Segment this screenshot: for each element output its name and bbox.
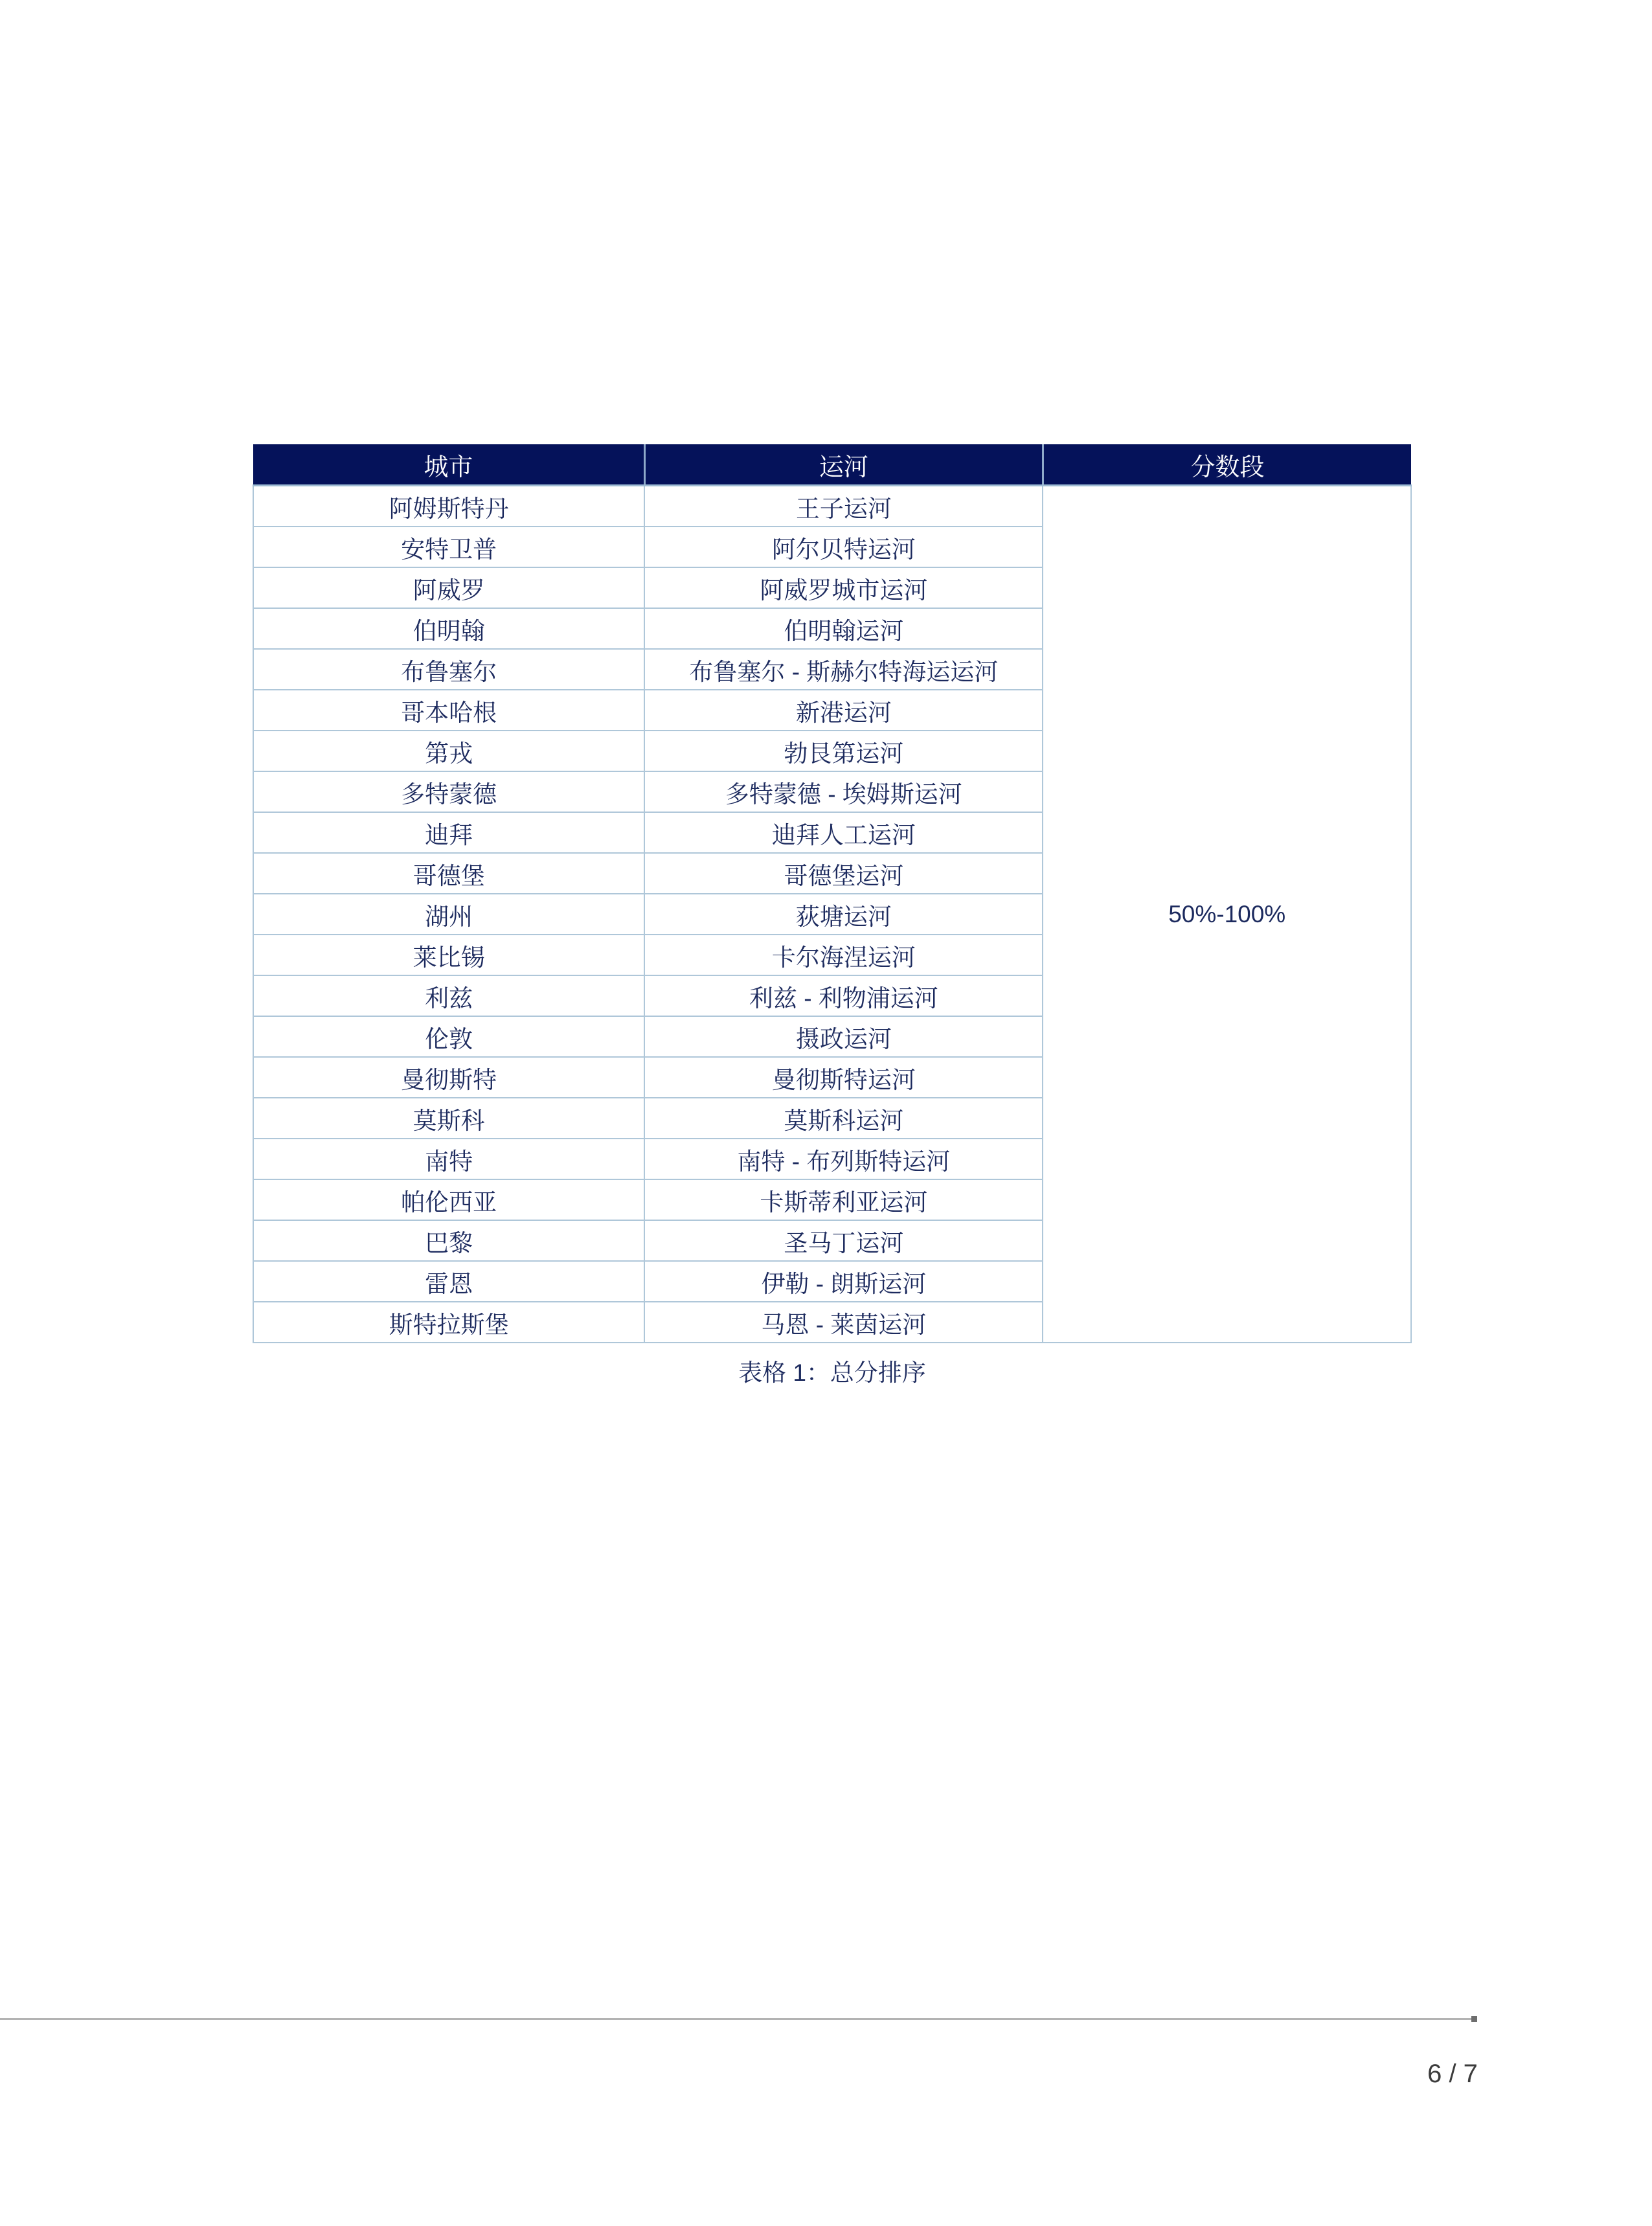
city-cell: 雷恩 [253,1261,644,1302]
table-row [253,486,1411,527]
canal-cell: 多特蒙德 - 埃姆斯运河 [644,771,1043,812]
canal-cell: 新港运河 [644,690,1043,731]
city-cell: 布鲁塞尔 [253,649,644,690]
canal-cell: 勃艮第运河 [644,731,1043,771]
city-cell: 伦敦 [253,1016,644,1057]
city-cell: 阿姆斯特丹 [253,486,644,527]
canal-cell: 阿尔贝特运河 [644,527,1043,567]
table-caption: 表格 1：总分排序 [738,1359,926,1386]
city-cell: 南特 [253,1139,644,1179]
column-header-canal: 运河 [644,444,1043,486]
canal-cell: 哥德堡运河 [644,853,1043,894]
canal-cell: 南特 - 布列斯特运河 [644,1139,1043,1179]
canal-cell: 马恩 - 莱茵运河 [644,1302,1043,1343]
city-cell: 阿威罗 [253,567,644,608]
city-cell: 帕伦西亚 [253,1179,644,1220]
city-cell: 利兹 [253,975,644,1016]
canal-cell: 阿威罗城市运河 [644,567,1043,608]
city-cell: 多特蒙德 [253,771,644,812]
canal-cell: 荻塘运河 [644,894,1043,935]
score-table-body [253,486,1411,1343]
city-cell: 巴黎 [253,1220,644,1261]
city-cell: 迪拜 [253,812,644,853]
canal-cell: 利兹 - 利物浦运河 [644,975,1043,1016]
canal-cell: 布鲁塞尔 - 斯赫尔特海运运河 [644,649,1043,690]
canal-cell: 卡尔海涅运河 [644,935,1043,975]
footer-divider-end-dot [1471,2016,1477,2022]
score-table-header [253,444,1411,486]
score-table [253,444,1412,1343]
city-cell: 哥德堡 [253,853,644,894]
header-row [253,444,1411,486]
canal-cell: 曼彻斯特运河 [644,1057,1043,1098]
column-header-city: 城市 [253,444,644,486]
canal-cell: 伯明翰运河 [644,608,1043,649]
city-cell: 哥本哈根 [253,690,644,731]
footer-divider-line [0,2018,1475,2020]
canal-cell: 圣马丁运河 [644,1220,1043,1261]
city-cell: 斯特拉斯堡 [253,1302,644,1343]
score-table-block [253,444,1412,1389]
page-number: 6 / 7 [1427,2060,1478,2088]
city-cell: 安特卫普 [253,527,644,567]
column-header-score-range: 分数段 [1043,444,1411,486]
city-cell: 莱比锡 [253,935,644,975]
score-range-cell: 50%-100% [1043,486,1411,1343]
city-cell: 莫斯科 [253,1098,644,1139]
canal-cell: 摄政运河 [644,1016,1043,1057]
city-cell: 伯明翰 [253,608,644,649]
city-cell: 曼彻斯特 [253,1057,644,1098]
canal-cell: 莫斯科运河 [644,1098,1043,1139]
canal-cell: 王子运河 [644,486,1043,527]
canal-cell: 迪拜人工运河 [644,812,1043,853]
canal-cell: 伊勒 - 朗斯运河 [644,1261,1043,1302]
canal-cell: 卡斯蒂利亚运河 [644,1179,1043,1220]
city-cell: 第戎 [253,731,644,771]
city-cell: 湖州 [253,894,644,935]
